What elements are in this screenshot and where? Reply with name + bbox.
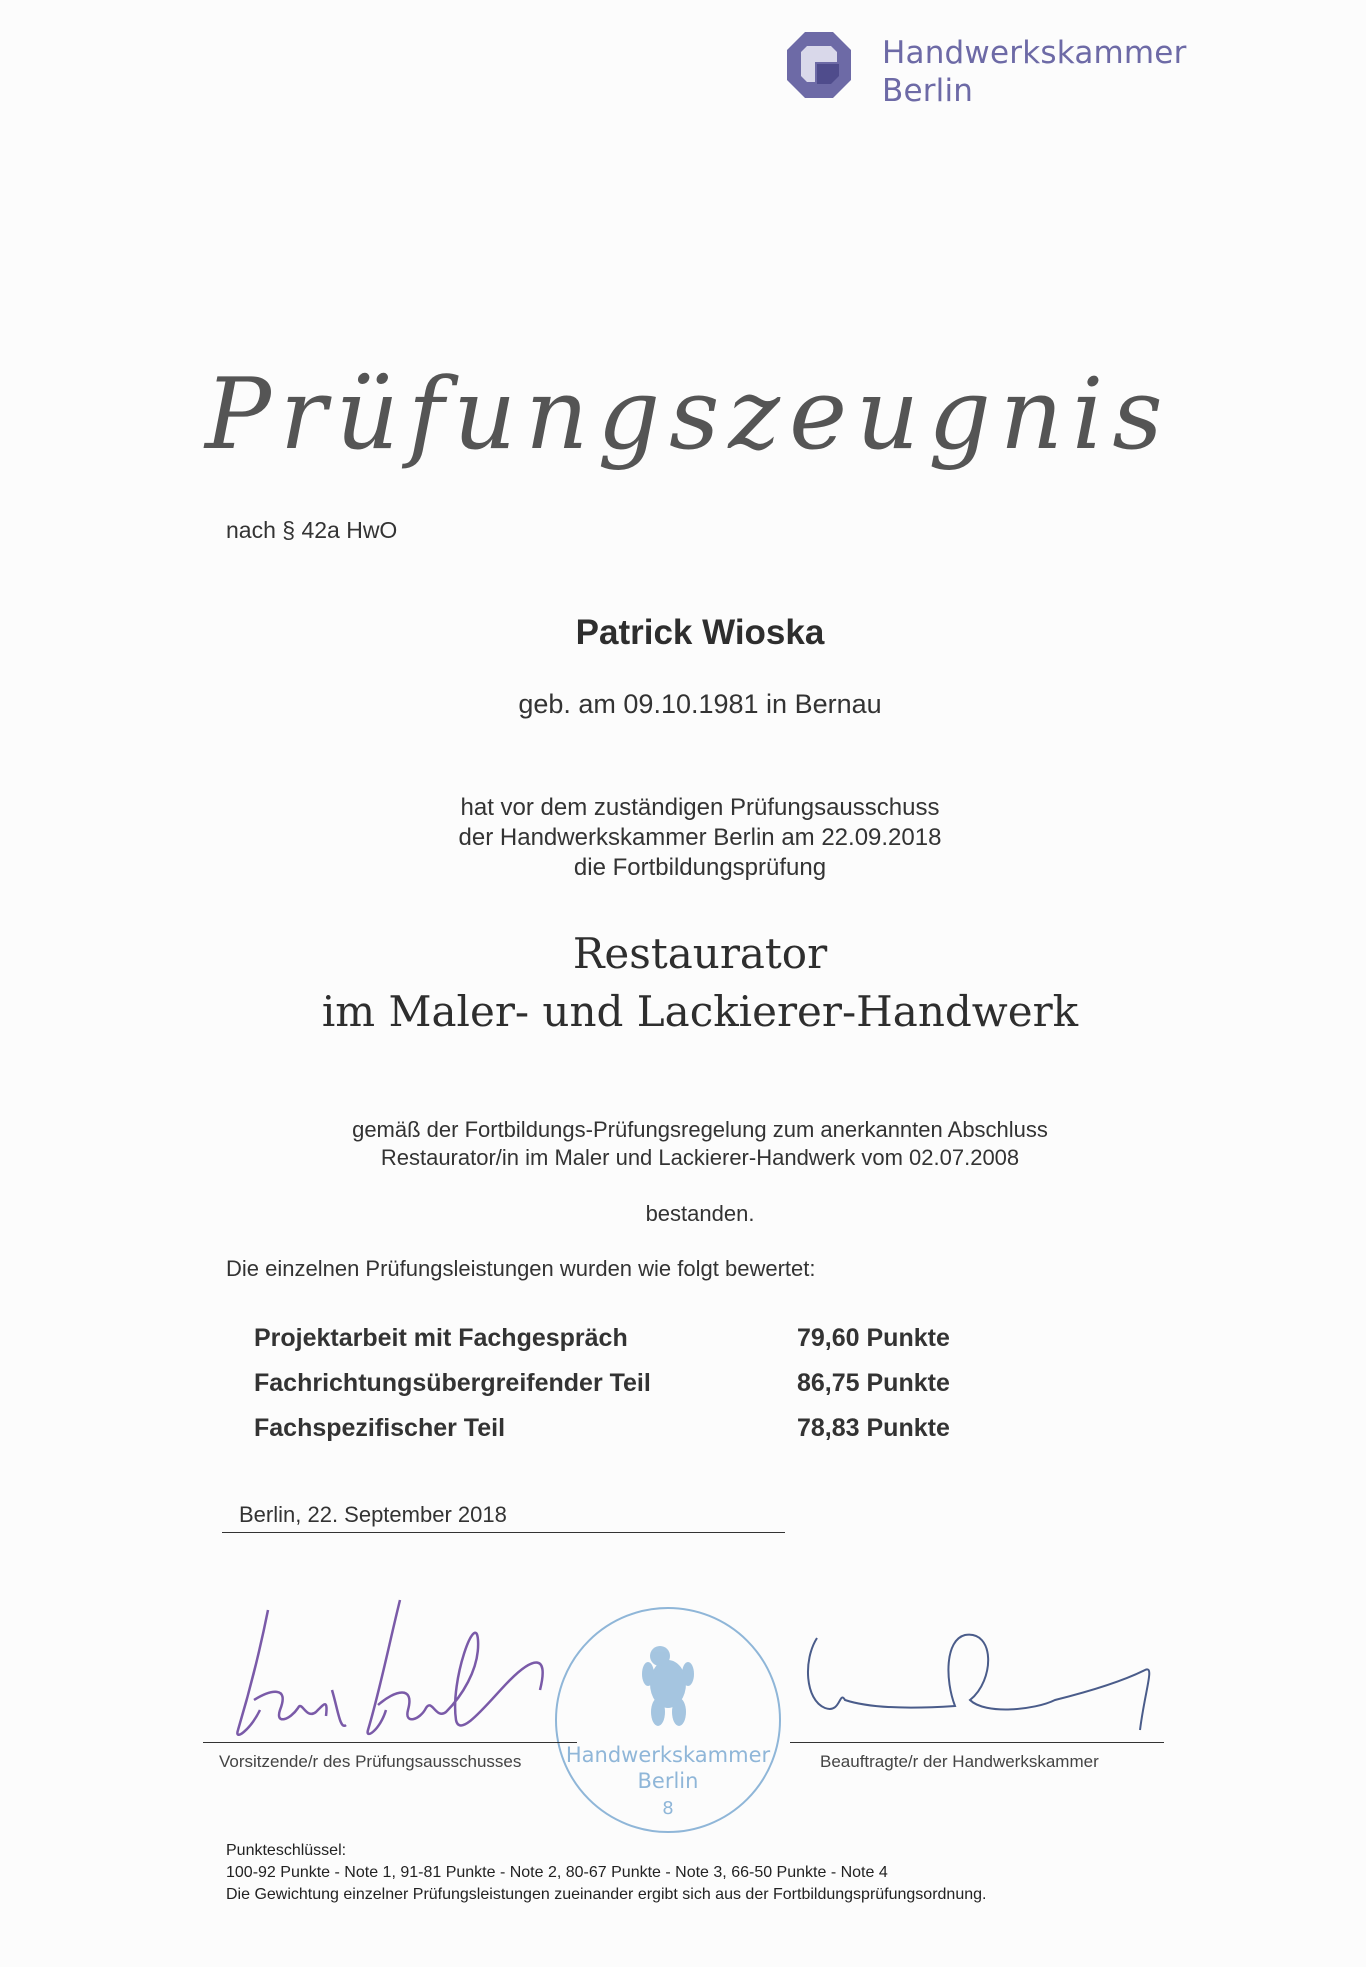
result-label: Fachrichtungsübergreifender Teil	[254, 1369, 651, 1397]
intro-text	[0, 793, 1366, 883]
result-points: 79,60 Punkte	[797, 1324, 950, 1352]
logo-line-2: Berlin	[882, 73, 974, 109]
chair-signature-line	[203, 1742, 577, 1743]
seal-line-2: Berlin	[637, 1769, 699, 1793]
results-intro: Die einzelnen Prüfungsleistungen wurden wie folgt bewertet:	[226, 1256, 816, 1281]
result-row	[254, 1324, 1014, 1369]
place-date-line	[222, 1502, 785, 1533]
intro-line-2: der Handwerkskammer Berlin am 22.09.2018	[458, 824, 942, 851]
logo-line-1: Handwerkskammer	[882, 35, 1187, 71]
seal-line-1: Handwerkskammer	[565, 1743, 771, 1767]
points-key-scale: 100-92 Punkte - Note 1, 91-81 Punkte - Note 2, 80-67 Punkte - Note 3, 66-50 Punkte - Note 4	[226, 1864, 888, 1881]
results-table	[254, 1324, 1014, 1459]
legal-basis: nach § 42a HwO	[226, 517, 398, 543]
holder-birth: geb. am 09.10.1981 in Bernau	[518, 689, 882, 719]
representative-caption: Beauftragte/r der Handwerkskammer	[820, 1752, 1099, 1771]
chamber-logo-text	[882, 34, 1187, 110]
berlin-bear-icon	[642, 1646, 694, 1726]
passed-text: bestanden.	[645, 1201, 755, 1226]
regulation-line-1: gemäß der Fortbildungs-Prüfungsregelung zum anerkannten Abschluss	[352, 1117, 1048, 1142]
result-points: 78,83 Punkte	[797, 1414, 950, 1442]
representative-signature-line	[790, 1742, 1164, 1743]
result-label: Projektarbeit mit Fachgespräch	[254, 1324, 628, 1352]
regulation-text	[0, 1116, 1366, 1172]
seal-line-3: 8	[662, 1798, 674, 1819]
result-points: 86,75 Punkte	[797, 1369, 950, 1397]
result-row	[254, 1369, 1014, 1414]
qualification-line-2: im Maler- und Lackierer-Handwerk	[321, 987, 1079, 1036]
chair-signature	[220, 1580, 590, 1750]
result-row	[254, 1414, 1014, 1459]
holder-name: Patrick Wioska	[575, 613, 825, 652]
representative-signature	[795, 1620, 1175, 1740]
chair-caption: Vorsitzende/r des Prüfungsausschusses	[219, 1752, 522, 1771]
intro-line-3: die Fortbildungsprüfung	[573, 854, 827, 881]
qualification-title	[0, 925, 1366, 1041]
regulation-line-2: Restaurator/in im Maler und Lackierer-Handwerk vom 02.07.2008	[380, 1145, 1020, 1170]
place-date: Berlin, 22. September 2018	[239, 1502, 507, 1527]
qualification-line-1: Restaurator	[572, 929, 828, 978]
chamber-logo	[787, 32, 1187, 112]
intro-line-1: hat vor dem zuständigen Prüfungsausschuss	[460, 794, 940, 821]
points-key	[226, 1840, 986, 1906]
chamber-logo-icon	[787, 32, 851, 98]
points-key-note: Die Gewichtung einzelner Prüfungsleistungen zueinander ergibt sich aus der Fortbildungsprüfungsordnung.	[226, 1886, 987, 1903]
result-label: Fachspezifischer Teil	[254, 1414, 506, 1442]
points-key-title: Punkteschlüssel:	[226, 1842, 347, 1859]
document-title: Prüfungszeugnis	[205, 358, 1172, 472]
